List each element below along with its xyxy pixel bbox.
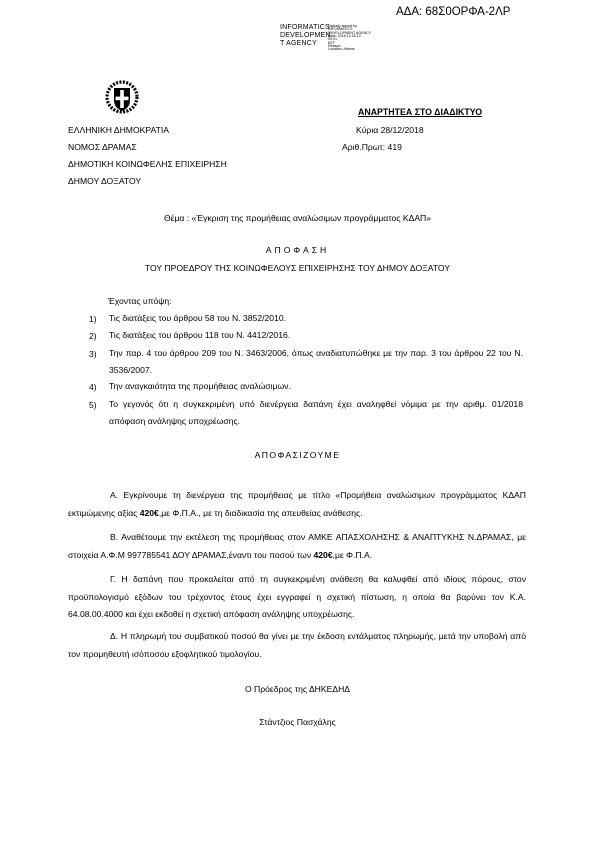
- digital-signature-stamp: [280, 24, 400, 50]
- stamp-line: INFORMATICS: [280, 24, 330, 31]
- signatory-role: Ο Πρόεδρος της ΔΗΚΕΔΗΔ: [244, 684, 351, 694]
- paragraph-d: Δ. Η πληρωμή του συμβατικού ποσού θα γίνει με την έκδοση εντάλματος πληρωμής, μετά την υποβολή από τον προμηθευτή ισόποσου εξοφλητικού τιμολογίου.: [68, 631, 526, 659]
- paragraph-b: Β. Αναθέτουμε την εκτέλεση της προμήθειας στον ΑΜΚΕ ΑΠΑΣΧΟΛΗΣΗΣ & ΑΝΑΠΤΥΚΗΣ Ν.ΔΡΑΜΑΣ, με στοιχεία Α.Φ.Μ 997785541 ΔΟΥ ΔΡΑΜΑΣ,έναντι του ποσού των 420€,με Φ.Π.Α.: [68, 532, 526, 560]
- issuer-line: ΔΗΜΟΥ ΔΟΞΑΤΟΥ: [68, 176, 142, 186]
- stamp-line: T AGENCY: [280, 40, 317, 47]
- stamp-detail: INFORMATICS: [328, 27, 353, 32]
- we-decide-heading: ΑΠΟΦΑΣΙΖΟΥΜΕ: [254, 450, 341, 460]
- stamp-detail: DEVELOPMENT AGENCY: [328, 30, 372, 35]
- list-item: Την αναγκαιότητα της προμήθειας αναλώσιμων.: [109, 381, 291, 391]
- protocol-number: Αριθ.Πρωτ: 419: [342, 142, 402, 152]
- list-item: Το γεγονός ότι η συγκεκριμένη υπό διενέργεια δαπάνη έχει αναληφθεί νόμιμα με την αριθμ. 01/2018 απόφαση ανάληψης υποχρέωσης.: [109, 399, 523, 426]
- list-item-number: 3): [89, 349, 97, 359]
- list-item-number: 4): [89, 382, 97, 392]
- coat-of-arms-emblem: [102, 76, 142, 116]
- considering-heading: Έχοντας υπόψη:: [108, 296, 172, 306]
- paragraph-a: Α. Εγκρίνουμε τη διενέργεια της προμήθειας με τίτλο «Προμήθεια αναλώσιμων προγράμματος ΚΔΑΠ εκτιμώμενης αξίας 420€,με Φ.Π.Α., με τη διαδικασία της απευθείας ανάθεσης.: [68, 490, 526, 518]
- publish-notice: ΑΝΑΡΤΗΤΕΑ ΣΤΟ ΔΙΑΔΙΚΤΥΟ: [358, 107, 483, 117]
- list-item-number: 1): [89, 314, 97, 324]
- issuer-line: ΕΛΛΗΝΙΚΗ ΔΗΜΟΚΡΑΤΙΑ: [68, 125, 169, 135]
- decision-title: ΑΠΟΦΑΣΗ: [265, 245, 330, 255]
- stamp-detail: Location: Athens: [328, 47, 355, 52]
- stamp-detail: Reason:: [328, 43, 342, 48]
- stamp-detail: 09:21: [328, 37, 337, 42]
- list-item: Τις διατάξεις του άρθρου 58 του Ν. 3852/2010.: [109, 313, 286, 323]
- list-item-number: 5): [89, 400, 97, 410]
- ada-code: ΑΔΑ: 68Σ0ΟΡΦΑ-2ΛΡ: [396, 6, 511, 18]
- stamp-line: DEVELOPMEN: [280, 32, 331, 39]
- stamp-detail: EET: [328, 40, 335, 45]
- issuer-line: ΝΟΜΟΣ ΔΡΑΜΑΣ: [68, 142, 137, 152]
- issuer-line: ΔΗΜΟΤΙΚΗ ΚΟΙΝΩΦΕΛΗΣ ΕΠΙΧΕΙΡΗΣΗ: [68, 159, 227, 169]
- amount-value: 420€: [313, 549, 333, 560]
- subject-line: Θέμα : «Έγκριση της προμήθειας αναλώσιμων προγράμματος ΚΔΑΠ»: [163, 213, 432, 223]
- decision-subtitle: ΤΟΥ ΠΡΟΕΔΡΟΥ ΤΗΣ ΚΟΙΝΩΦΕΛΟΥΣ ΕΠΙΧΕΙΡΗΣΗΣ ΤΟΥ ΔΗΜΟΥ ΔΟΞΑΤΟΥ: [144, 263, 451, 273]
- list-item: Τις διατάξεις του άρθρου 118 του Ν. 4412/2016.: [109, 330, 291, 340]
- stamp-detail: Digitally signed by: [328, 24, 357, 28]
- list-item: Την παρ. 4 του άρθρου 209 του Ν. 3463/2006, όπως αναδιατυπώθηκε με την παρ. 3 του άρθρου 22 του Ν. 3536/2007.: [109, 348, 523, 375]
- amount-value: 420€: [139, 507, 159, 518]
- signatory-name: Στάντζιος Πασχάλης: [259, 717, 336, 727]
- document-date: Κύρια 28/12/2018: [356, 125, 424, 135]
- list-item-number: 2): [89, 331, 97, 341]
- paragraph-c: Γ. Η δαπάνη που προκαλείται από τη συγκεκριμένη ανάθεση θα καλυφθεί από ιδίους πόρους, στον προϋπολογισμό εξόδων του τρέχοντος έτους έχει εγγραφεί η σχετική πίστωση, η οποία θα βαρύνει τον Κ.Α. 64.08.00.4000 και έχει εκδοθεί η σχετική απόφαση ανάληψης υποχρέωσης.: [68, 574, 526, 619]
- stamp-detail: Date: 2018.12.28 12:: [328, 33, 362, 38]
